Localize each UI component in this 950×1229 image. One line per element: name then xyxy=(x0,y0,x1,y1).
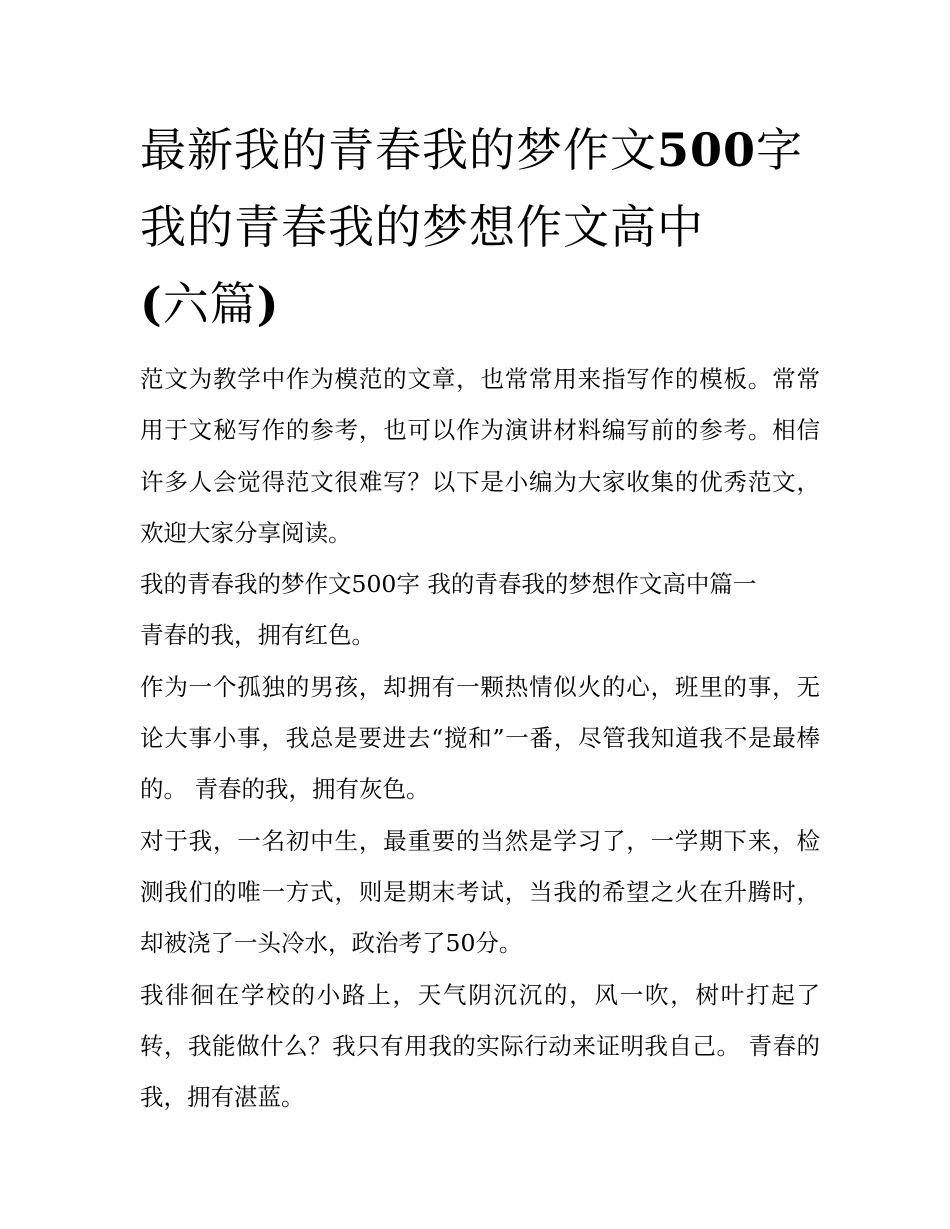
paragraph-section-heading: 我的青春我的梦作文500字 我的青春我的梦想作文高中篇一 xyxy=(140,570,757,599)
paragraph-exam: 对于我，一名初中生，最重要的当然是学习了，一学期下来，检测我们的唯一方式，则是期末考试，当我的希望之火在升腾时，却被浇了一头冷水，政治考了50分。 xyxy=(140,826,820,958)
document-title xyxy=(140,112,820,343)
document-body xyxy=(140,354,820,1123)
paragraph-red: 青春的我，拥有红色。 xyxy=(140,621,375,650)
title-text-3: 六篇 xyxy=(162,277,257,331)
title-text-1: 最新我的青春我的梦作文 xyxy=(140,123,657,177)
title-number: 500 xyxy=(657,123,757,177)
title-paren-open: ( xyxy=(140,277,163,331)
title-text-2: 字 我的青春我的梦想作文高中 xyxy=(140,123,804,254)
paragraph-boy: 作为一个孤独的男孩，却拥有一颗热情似火的心，班里的事，无论大事小事，我总是要进去“搅和”一番，尽管我知道我不是最棒的。 青春的我，拥有灰色。 xyxy=(140,672,820,804)
paragraph-road: 我徘徊在学校的小路上，天气阴沉沉的，风一吹，树叶打起了转，我能做什么？我只有用我的实际行动来证明我自己。 青春的我，拥有湛蓝。 xyxy=(140,980,820,1112)
title-paren-close: ) xyxy=(256,277,280,331)
paragraph-intro: 范文为教学中作为模范的文章，也常常用来指写作的模板。常常用于文秘写作的参考，也可以作为演讲材料编写前的参考。相信许多人会觉得范文很难写？以下是小编为大家收集的优秀范文，欢迎大家分享阅读。 xyxy=(140,365,820,547)
